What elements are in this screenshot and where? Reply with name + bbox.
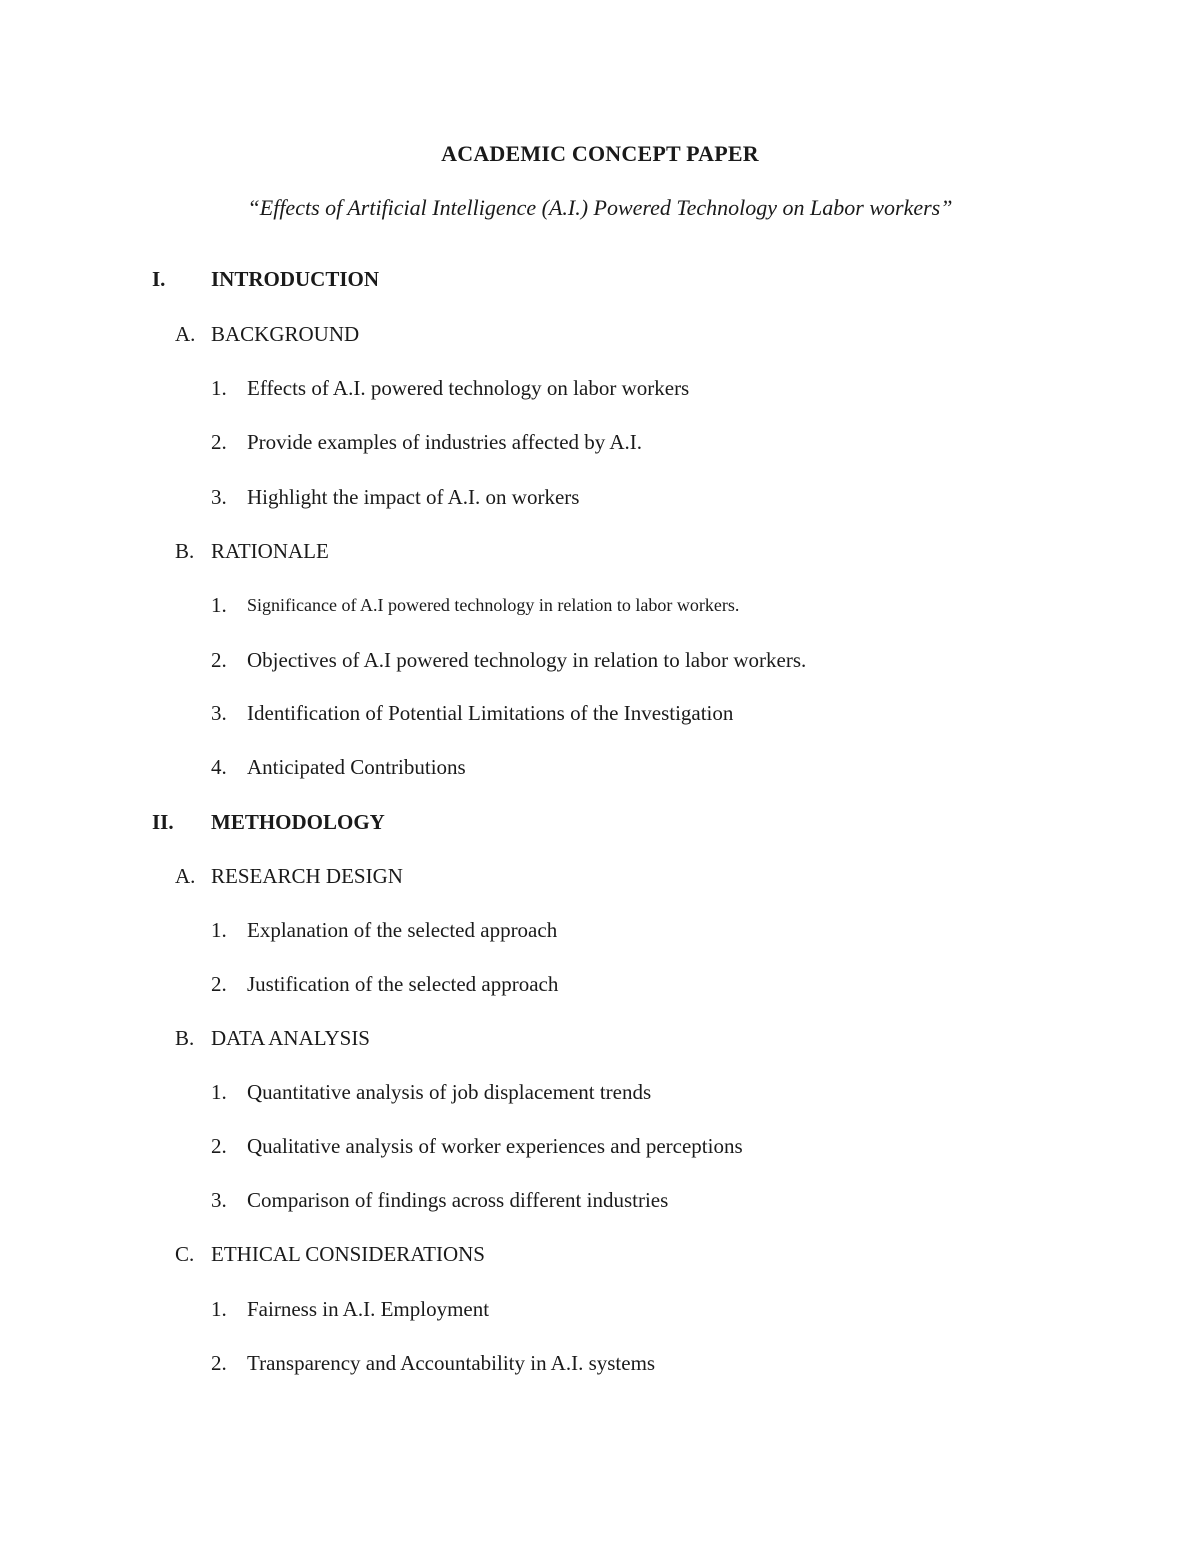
- list-item-text: Significance of A.I powered technology in relation to labor workers.: [247, 595, 740, 615]
- list-item-text: Effects of A.I. powered technology on labor workers: [247, 376, 690, 400]
- document-subtitle: “Effects of Artificial Intelligence (A.I.) Powered Technology on Labor workers”: [247, 195, 953, 220]
- list-item-text: Provide examples of industries affected by A.I.: [247, 430, 643, 454]
- list-item-number: 2.: [211, 1134, 227, 1158]
- subsection-title: BACKGROUND: [211, 322, 360, 346]
- subsection-title: RATIONALE: [211, 539, 329, 563]
- section-marker: II.: [152, 810, 174, 834]
- subsection-marker: B.: [175, 539, 195, 563]
- list-item-text: Anticipated Contributions: [247, 755, 466, 779]
- list-item-number: 1.: [211, 918, 227, 942]
- section-title: INTRODUCTION: [211, 267, 380, 291]
- list-item-text: Comparison of findings across different industries: [247, 1188, 669, 1212]
- subsection-marker: A.: [175, 322, 196, 346]
- list-item-number: 3.: [211, 701, 227, 725]
- list-item-number: 1.: [211, 1080, 227, 1104]
- list-item-number: 3.: [211, 485, 227, 509]
- document-title: ACADEMIC CONCEPT PAPER: [441, 141, 759, 166]
- list-item-number: 2.: [211, 648, 227, 672]
- list-item-text: Quantitative analysis of job displacement trends: [247, 1080, 652, 1104]
- list-item-number: 1.: [211, 1297, 227, 1321]
- section-marker: I.: [152, 267, 166, 291]
- subsection-title: ETHICAL CONSIDERATIONS: [211, 1242, 485, 1266]
- subsection-marker: B.: [175, 1026, 195, 1050]
- list-item-text: Qualitative analysis of worker experiences and perceptions: [247, 1134, 743, 1158]
- list-item-text: Fairness in A.I. Employment: [247, 1297, 490, 1321]
- subsection-marker: A.: [175, 864, 196, 888]
- list-item-number: 2.: [211, 972, 227, 996]
- section-title: METHODOLOGY: [211, 810, 385, 834]
- list-item-text: Transparency and Accountability in A.I. systems: [247, 1351, 656, 1375]
- list-item-number: 1.: [211, 376, 227, 400]
- subsection-marker: C.: [175, 1242, 195, 1266]
- list-item-number: 2.: [211, 1351, 227, 1375]
- subsection-title: DATA ANALYSIS: [211, 1026, 370, 1050]
- subsection-title: RESEARCH DESIGN: [211, 864, 403, 888]
- list-item-text: Explanation of the selected approach: [247, 918, 558, 942]
- list-item-text: Justification of the selected approach: [247, 972, 559, 996]
- list-item-number: 3.: [211, 1188, 227, 1212]
- list-item-number: 2.: [211, 430, 227, 454]
- list-item-text: Highlight the impact of A.I. on workers: [247, 485, 580, 509]
- list-item-text: Identification of Potential Limitations of the Investigation: [247, 701, 734, 725]
- list-item-number: 1.: [211, 593, 227, 617]
- list-item-number: 4.: [211, 755, 227, 779]
- list-item-text: Objectives of A.I powered technology in relation to labor workers.: [247, 648, 807, 672]
